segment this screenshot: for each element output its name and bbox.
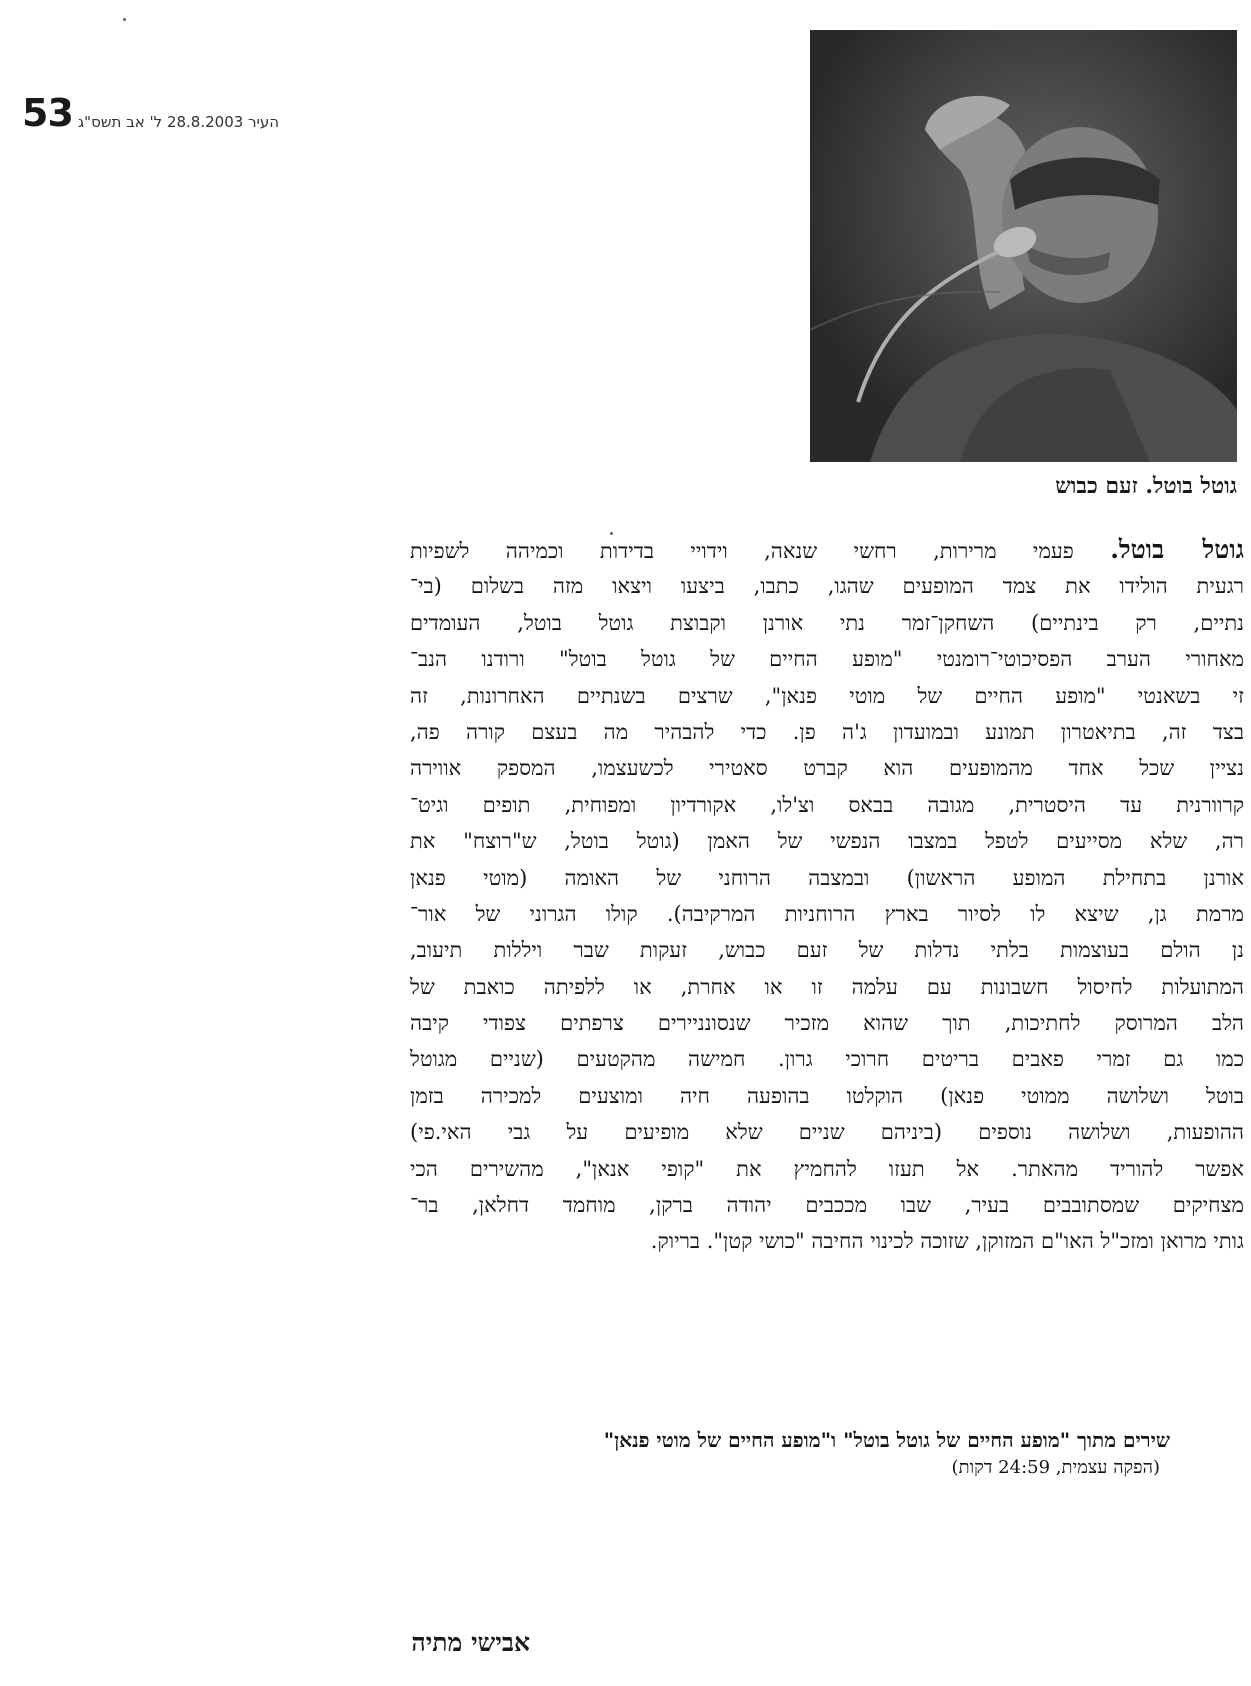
article-body xyxy=(410,532,1244,1260)
article-line: בצד זה, בתיאטרון תמונע ובמועדון ג'ה פן. כדי להבהיר מה בעצם קורה פה, xyxy=(410,719,1244,744)
scan-speck xyxy=(610,532,613,535)
performer-photo-image xyxy=(810,30,1237,462)
author-byline: אבישי מתיה xyxy=(411,1628,530,1657)
photo-caption: גוטל בוטל. זעם כבוש xyxy=(1055,473,1237,499)
article-line: גותי מרואן ומזכ"ל האו"ם המזוקן, שזוכה לכינוי החיבה "כושי קטן". בריוק. xyxy=(650,1229,1244,1254)
dateline: העיר 28.8.2003 ל' אב תשס"ג xyxy=(78,113,280,131)
article-line: כמו גם זמרי פאבים בריטים חרוכי גרון. חמישה מהקטעים (שניים מגוטל xyxy=(410,1047,1244,1072)
article-line: רה, שלא מסייעים לטפל במצבו הנפשי של האמן (גוטל בוטל, ש"רוצח" את xyxy=(410,829,1244,854)
article-line: זי בשאנטי "מופע החיים של מוטי פנאן", שרצים בשנתיים האחרונות, זה xyxy=(410,683,1244,708)
article-lead: גוטל בוטל. xyxy=(1110,535,1245,564)
article-line: ההופעות, ושלושה נוספים (ביניהם שניים שלא מופיעים על גבי האי.פי) xyxy=(410,1120,1244,1145)
article-line: קרוורנית עד היסטרית, מגובה בבאס וצ'לו, אקורדיון ומפוחית, תופים וגיט־ xyxy=(410,792,1244,817)
article-line: גוטל בוטל. פעמי מרירות, רחשי שנאה, וידויי בדידות וכמיהה לשפיות xyxy=(410,535,1245,564)
article-line: מאחורי הערב הפסיכוטי־רומנטי "מופע החיים של גוטל בוטל" ורודנו הנב־ xyxy=(410,647,1244,672)
article-line: אורנן בתחילת המופע הראשון) ובמצבה הרוחני של האומה (מוטי פנאן xyxy=(410,865,1244,890)
article-line: נציין שכל אחד מהמופעים הוא קברט סאטירי לכשעצמו, המספק אווירה xyxy=(410,756,1244,781)
performer-photo xyxy=(810,30,1237,462)
article-line: נתיים, רק בינתיים) השחקן־זמר נתי אורנן וקבוצת גוטל בוטל, העומדים xyxy=(410,610,1244,635)
article-line: אפשר להוריד מהאתר. אל תעזו להחמיץ את "קופי אנאן", מהשירים הכי xyxy=(410,1156,1244,1181)
scan-speck xyxy=(123,18,126,21)
article-line: מרמת גן, שיצא לו לסיור בארץ הרוחניות המרקיבה). קולו הגרוני של אור־ xyxy=(410,901,1244,926)
article-line: הלב המרוסק לחתיכות, תוך שהוא מזכיר שנסונניירים צרפתים צפודי קיבה xyxy=(410,1011,1244,1036)
album-details: (הפקה עצמית, 24:59 דקות) xyxy=(951,1457,1160,1478)
article-line: רגעית הולידו את צמד המופעים שהגו, כתבו, ביצעו ויצאו מזה בשלום (בי־ xyxy=(410,574,1244,599)
album-title: שירים מתוך "מופע החיים של גוטל בוטל" ו"מופע החיים של מוטי פנאן" xyxy=(603,1428,1170,1452)
album-credits xyxy=(380,1426,1170,1482)
article-line: נן הולם בעוצמות בלתי נדלות של זעם כבוש, זעקות שבר ויללות תיעוב, xyxy=(410,938,1244,963)
article-line: מצחיקים שמסתובבים בעיר, שבו מככבים יהודה ברקן, מוחמד דחלאן, בר־ xyxy=(410,1193,1244,1218)
page-number: 53 xyxy=(22,91,73,135)
article-line: המתועלות לחיסול חשבונות עם עלמה זו או אחרת, או ללפיתה כואבת של xyxy=(410,974,1244,999)
article-line: בוטל ושלושה ממוטי פנאן) הוקלטו בהופעה חיה ומוצעים למכירה בזמן xyxy=(410,1083,1244,1108)
